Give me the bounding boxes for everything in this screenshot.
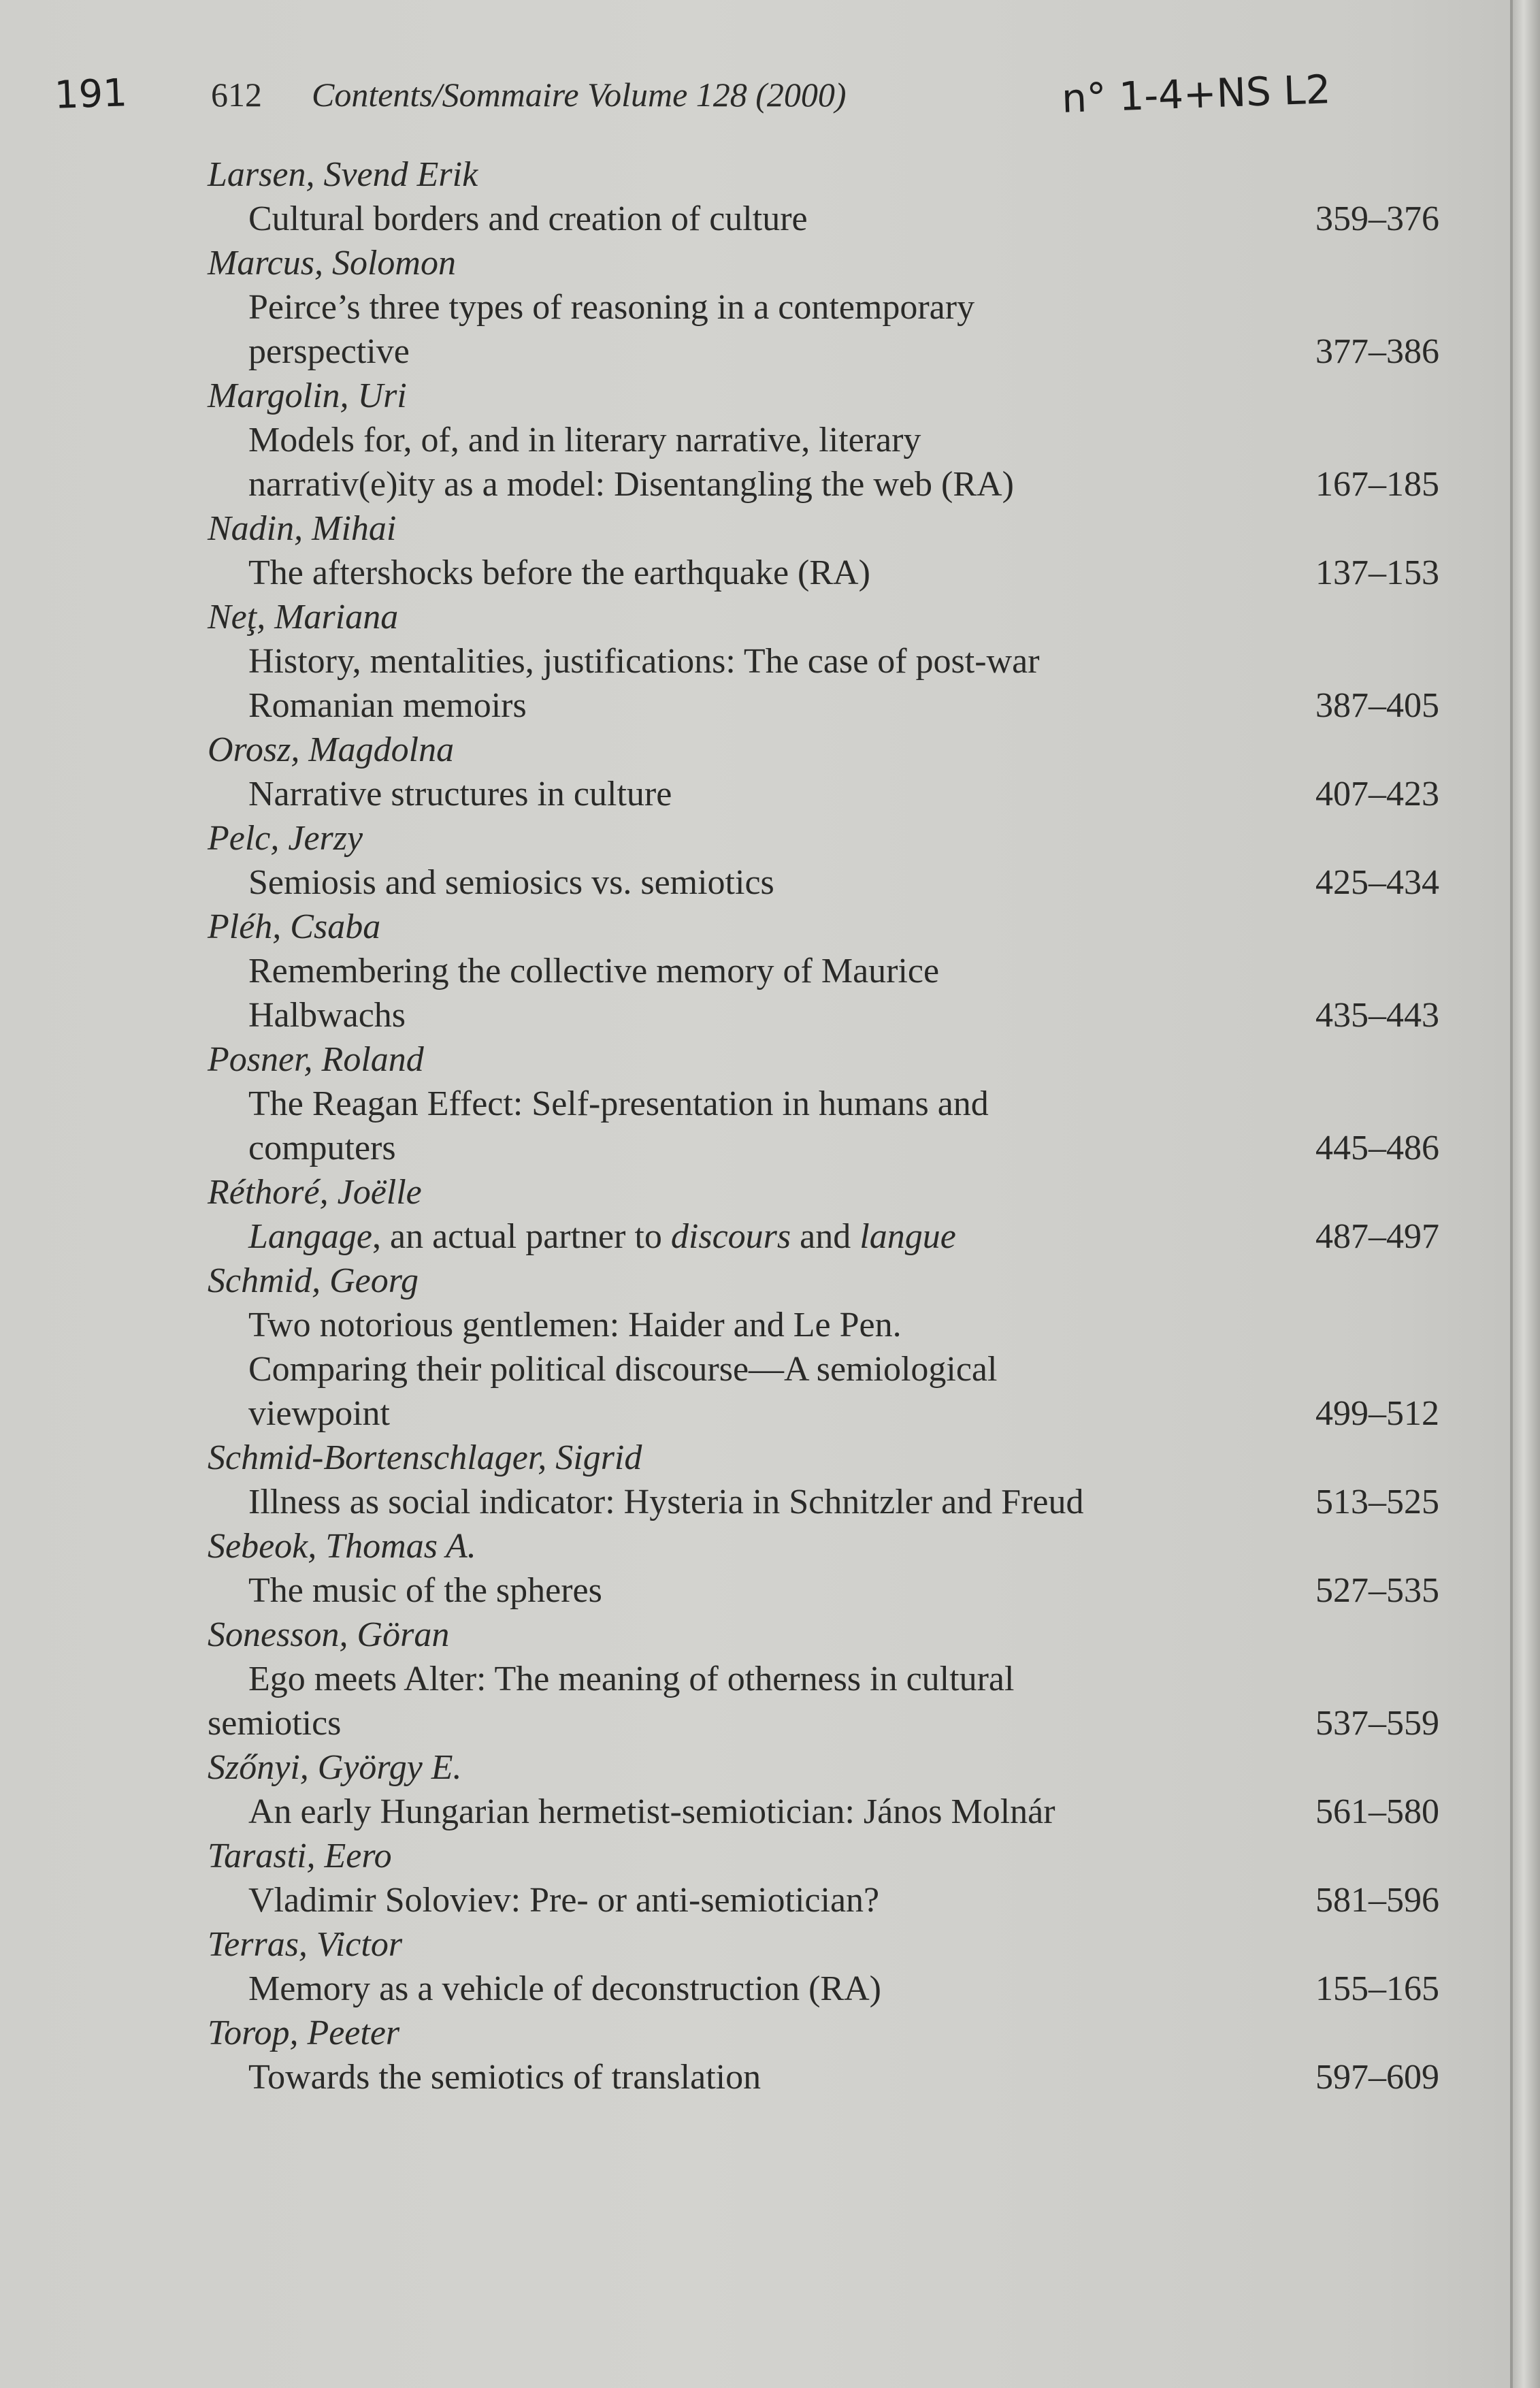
entry-pages: 445–486	[1315, 1129, 1439, 1167]
entry-title-line: Romanian memoirs	[248, 686, 527, 725]
entry-title-line: Peirce’s three types of reasoning in a contemporary	[248, 288, 975, 327]
page-header	[0, 68, 1540, 129]
entry-author: Torop, Peeter	[208, 2014, 400, 2052]
entry-title-line: Cultural borders and creation of culture	[248, 199, 808, 238]
contents-entry	[208, 1170, 1439, 1259]
contents-entry	[208, 1834, 1439, 1922]
contents-entry	[208, 2011, 1439, 2099]
entry-title-line: semiotics	[208, 1704, 342, 1743]
entry-title-row	[208, 2055, 1439, 2099]
entry-title-line: perspective	[248, 332, 410, 371]
entry-title-line: Vladimir Soloviev: Pre- or anti-semiotician?	[248, 1881, 880, 1920]
entry-author: Schmid, Georg	[208, 1261, 419, 1300]
contents-entry	[208, 728, 1439, 816]
entry-author: Réthoré, Joëlle	[208, 1173, 422, 1212]
entry-author: Margolin, Uri	[208, 376, 407, 415]
entry-title-line: Ego meets Alter: The meaning of otherness in cultural	[248, 1660, 1015, 1698]
contents-entry	[208, 506, 1439, 595]
entry-author: Marcus, Solomon	[208, 244, 456, 283]
contents-entry	[208, 1922, 1439, 2011]
entry-title-line: The Reagan Effect: Self-presentation in humans and	[248, 1084, 989, 1123]
entry-title-row	[208, 1878, 1439, 1922]
entry-title-row	[208, 1568, 1439, 1613]
entry-title-row	[208, 1303, 1439, 1436]
entry-pages: 167–185	[1315, 465, 1439, 504]
entry-author: Orosz, Magdolna	[208, 730, 455, 769]
entry-title-row	[208, 1790, 1439, 1834]
contents-entry	[208, 1037, 1439, 1170]
entry-pages: 155–165	[1315, 1969, 1439, 2008]
entry-title-line: History, mentalities, justifications: The case of post-war	[248, 642, 1040, 681]
contents-entry	[208, 1745, 1439, 1834]
contents-entry	[208, 152, 1439, 241]
entry-author: Szőnyi, György E.	[208, 1748, 462, 1787]
handwritten-note-left: 191	[53, 71, 128, 118]
entry-title-line: Remembering the collective memory of Maurice	[248, 952, 940, 990]
entry-pages: 499–512	[1315, 1394, 1439, 1433]
entry-pages: 137–153	[1315, 553, 1439, 592]
entry-pages: 487–497	[1315, 1217, 1439, 1256]
entry-pages: 581–596	[1315, 1881, 1439, 1920]
entry-pages: 377–386	[1315, 332, 1439, 371]
contents-list	[208, 152, 1439, 2099]
page-number: 612	[211, 76, 262, 114]
running-title: Contents/Sommaire Volume 128 (2000)	[312, 76, 847, 114]
contents-entry	[208, 241, 1439, 374]
entry-title-line: The aftershocks before the earthquake (RA)	[248, 553, 870, 592]
entry-pages: 407–423	[1315, 775, 1439, 813]
entry-title-line: Models for, of, and in literary narrative, literary	[248, 421, 921, 459]
entry-pages: 387–405	[1315, 686, 1439, 725]
contents-entry	[208, 1436, 1439, 1524]
entry-title-line: Halbwachs	[248, 996, 406, 1035]
entry-title-line: Narrative structures in culture	[248, 775, 672, 813]
entry-pages: 527–535	[1315, 1571, 1439, 1610]
entry-title-line: Memory as a vehicle of deconstruction (RA)	[248, 1969, 881, 2008]
contents-entry	[208, 595, 1439, 728]
entry-author: Schmid-Bortenschlager, Sigrid	[208, 1438, 642, 1477]
entry-author: Pléh, Csaba	[208, 907, 381, 946]
contents-entry	[208, 1524, 1439, 1613]
entry-pages: 435–443	[1315, 996, 1439, 1035]
entry-author: Larsen, Svend Erik	[208, 155, 478, 194]
entry-title-line: Illness as social indicator: Hysteria in Schnitzler and Freud	[248, 1483, 1084, 1521]
entry-title-row	[208, 639, 1439, 728]
entry-pages: 561–580	[1315, 1792, 1439, 1831]
entry-title: Langage, an actual partner to discours and langue	[248, 1217, 956, 1256]
entry-title-row	[208, 1657, 1439, 1745]
entry-title-line: Two notorious gentlemen: Haider and Le Pen.	[248, 1306, 902, 1344]
entry-title-row	[208, 1967, 1439, 2011]
entry-author: Terras, Victor	[208, 1925, 403, 1964]
entry-author: Neţ, Mariana	[208, 598, 399, 636]
entry-title-line: Semiosis and semiosics vs. semiotics	[248, 863, 774, 902]
entry-author: Tarasti, Eero	[208, 1837, 392, 1875]
entry-title-line: narrativ(e)ity as a model: Disentangling the web (RA)	[248, 465, 1014, 504]
entry-title-row	[208, 1480, 1439, 1524]
handwritten-note-right: n° 1-4+NS L2	[1060, 66, 1332, 122]
entry-title-line: computers	[248, 1129, 396, 1167]
entry-title-row	[208, 418, 1439, 506]
entry-pages: 359–376	[1315, 199, 1439, 238]
entry-title-line: The music of the spheres	[248, 1571, 602, 1610]
entry-author: Sonesson, Göran	[208, 1615, 450, 1654]
entry-pages: 537–559	[1315, 1704, 1439, 1743]
entry-author: Sebeok, Thomas A.	[208, 1527, 476, 1566]
entry-pages: 425–434	[1315, 863, 1439, 902]
entry-title-row	[208, 860, 1439, 905]
entry-title-line: viewpoint	[248, 1394, 390, 1433]
entry-pages: 513–525	[1315, 1483, 1439, 1521]
contents-entry	[208, 1613, 1439, 1745]
entry-title-row	[208, 1082, 1439, 1170]
contents-entry	[208, 374, 1439, 506]
contents-entry	[208, 1259, 1439, 1436]
entry-title-row	[208, 285, 1439, 374]
entry-pages: 597–609	[1315, 2058, 1439, 2097]
entry-title-row	[208, 551, 1439, 595]
entry-title-line: Comparing their political discourse—A semiological	[248, 1350, 998, 1389]
entry-author: Pelc, Jerzy	[208, 819, 363, 858]
entry-title-row	[208, 772, 1439, 816]
entry-author: Nadin, Mihai	[208, 509, 397, 548]
entry-title-row	[208, 949, 1439, 1037]
page-edge-shadow	[1510, 0, 1540, 2388]
contents-entry	[208, 816, 1439, 905]
entry-title-row	[208, 197, 1439, 241]
entry-author: Posner, Roland	[208, 1040, 424, 1079]
entry-title-line: Towards the semiotics of translation	[248, 2058, 761, 2097]
entry-title-row	[208, 1214, 1439, 1259]
contents-entry	[208, 905, 1439, 1037]
entry-title-line: An early Hungarian hermetist-semiotician: János Molnár	[248, 1792, 1055, 1831]
